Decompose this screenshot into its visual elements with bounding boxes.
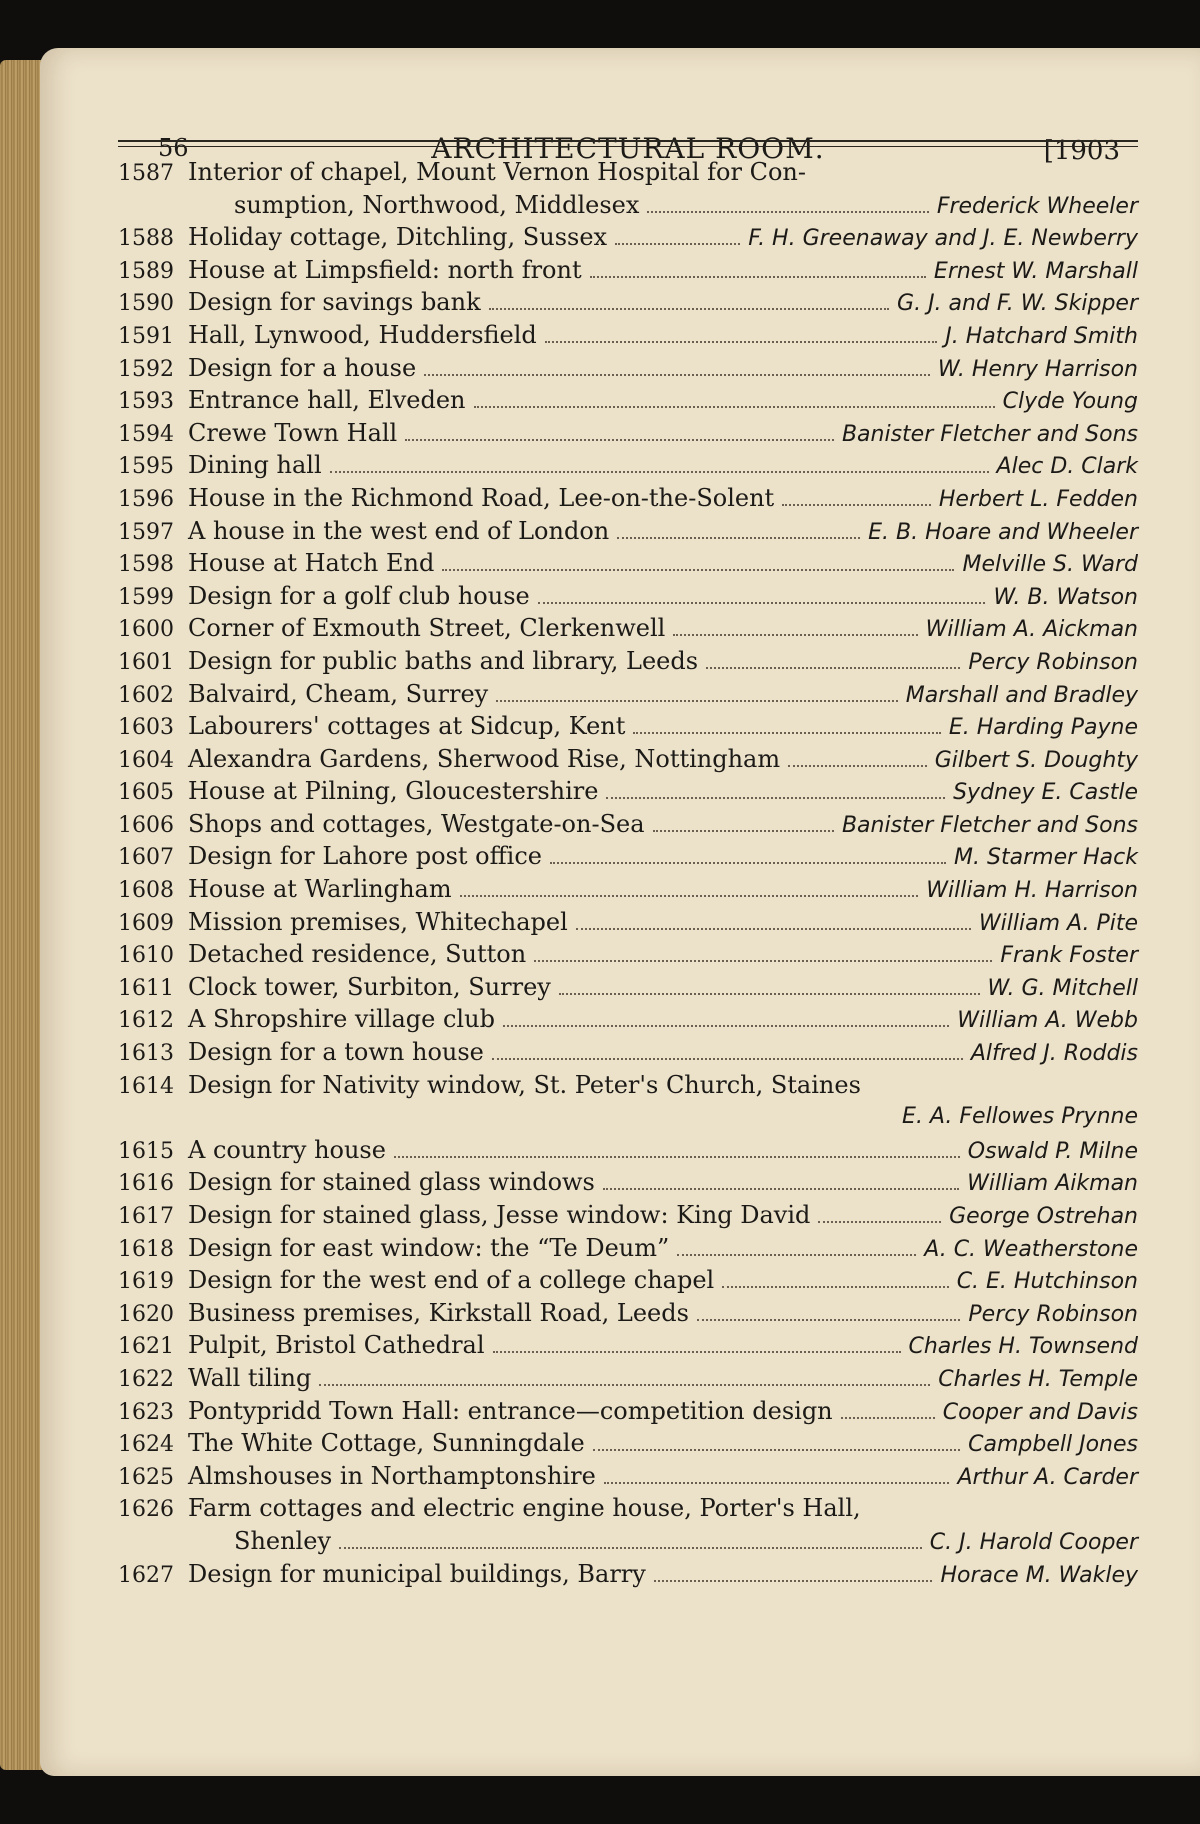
entry-title: Detached residence, Sutton bbox=[188, 940, 527, 969]
entry-number: 1593 bbox=[118, 389, 174, 415]
entry-number: 1596 bbox=[118, 486, 174, 512]
entry-architect: Percy Robinson bbox=[968, 1301, 1138, 1327]
entry-number: 1597 bbox=[118, 519, 174, 545]
entry-architect: Oswald P. Milne bbox=[967, 1138, 1138, 1164]
catalogue-entry bbox=[118, 221, 1138, 254]
dot-leader bbox=[788, 765, 927, 767]
entry-title: Alexandra Gardens, Sherwood Rise, Nottingham bbox=[188, 744, 781, 773]
entry-architect: Banister Fletcher and Sons bbox=[841, 421, 1138, 447]
dot-leader bbox=[550, 862, 946, 864]
entry-number: 1620 bbox=[118, 1301, 174, 1327]
entry-title: Farm cottages and electric engine house, Porter's Hall, bbox=[188, 1494, 861, 1523]
entry-architect: Alfred J. Roddis bbox=[970, 1041, 1138, 1067]
catalogue-entry bbox=[118, 1232, 1138, 1265]
entry-architect: F. H. Greenaway and J. E. Newberry bbox=[748, 226, 1138, 252]
entry-architect: Clyde Young bbox=[1002, 389, 1138, 415]
dot-leader bbox=[492, 1058, 963, 1060]
entry-number: 1603 bbox=[118, 715, 174, 741]
dot-leader bbox=[633, 732, 940, 734]
entry-title: Holiday cottage, Ditchling, Sussex bbox=[188, 223, 608, 252]
dot-leader bbox=[606, 797, 945, 799]
header-rule-thin bbox=[118, 146, 1138, 147]
entry-number: 1608 bbox=[118, 878, 174, 904]
dot-leader bbox=[489, 308, 889, 310]
catalogue-entries bbox=[118, 156, 1138, 1590]
entry-title: Labourers' cottages at Sidcup, Kent bbox=[188, 712, 626, 741]
entry-title: Wall tiling bbox=[188, 1363, 312, 1392]
entry-title: Design for a town house bbox=[188, 1038, 484, 1067]
entry-title: A house in the west end of London bbox=[188, 516, 610, 545]
entry-title: A country house bbox=[188, 1135, 386, 1164]
entry-architect: Frederick Wheeler bbox=[936, 193, 1138, 219]
entry-title: Business premises, Kirkstall Road, Leeds bbox=[188, 1298, 689, 1327]
entry-title: House at Pilning, Gloucestershire bbox=[188, 777, 599, 806]
entry-title: Design for public baths and library, Leeds bbox=[188, 646, 699, 675]
entry-number: 1610 bbox=[118, 943, 174, 969]
entry-title: The White Cottage, Sunningdale bbox=[188, 1429, 585, 1458]
catalogue-entry bbox=[118, 1134, 1138, 1167]
entry-title: Mission premises, Whitechapel bbox=[188, 907, 568, 936]
catalogue-entry bbox=[118, 156, 1138, 221]
dot-leader bbox=[545, 341, 937, 343]
catalogue-entry bbox=[118, 808, 1138, 841]
entry-title: Design for Nativity window, St. Peter's Church, Staines bbox=[188, 1070, 861, 1099]
entry-architect: Percy Robinson bbox=[968, 649, 1138, 675]
catalogue-entry bbox=[118, 1264, 1138, 1297]
catalogue-entry bbox=[118, 678, 1138, 711]
entry-title: Design for Lahore post office bbox=[188, 842, 542, 871]
dot-leader bbox=[673, 634, 917, 636]
entry-architect: William A. Pite bbox=[978, 910, 1138, 936]
entry-number: 1621 bbox=[118, 1334, 174, 1360]
dot-leader bbox=[841, 1417, 935, 1419]
entry-architect: Cooper and Davis bbox=[942, 1399, 1138, 1425]
entry-title: Pontypridd Town Hall: entrance—competition design bbox=[188, 1396, 833, 1425]
catalogue-entry bbox=[118, 971, 1138, 1004]
entry-architect: Ernest W. Marshall bbox=[933, 258, 1138, 284]
dot-leader bbox=[722, 1286, 948, 1288]
catalogue-entry bbox=[118, 612, 1138, 645]
entry-number: 1590 bbox=[118, 291, 174, 317]
entry-architect: Frank Foster bbox=[1000, 943, 1138, 969]
entry-architect: William Aikman bbox=[967, 1171, 1138, 1197]
entry-architect: William A. Webb bbox=[957, 1008, 1138, 1034]
page-header bbox=[118, 90, 1138, 166]
entry-title: Clock tower, Surbiton, Surrey bbox=[188, 972, 551, 1001]
dot-leader bbox=[474, 406, 995, 408]
entry-number: 1622 bbox=[118, 1366, 174, 1392]
entry-number: 1598 bbox=[118, 552, 174, 578]
catalogue-entry bbox=[118, 1329, 1138, 1362]
entry-architect: William H. Harrison bbox=[926, 878, 1138, 904]
entry-title: Entrance hall, Elveden bbox=[188, 386, 466, 415]
dot-leader bbox=[617, 537, 860, 539]
entry-number: 1594 bbox=[118, 421, 174, 447]
entry-architect: Gilbert S. Doughty bbox=[934, 747, 1138, 773]
entry-title: Design for savings bank bbox=[188, 288, 481, 317]
entry-title: Design for east window: the “Te Deum” bbox=[188, 1233, 670, 1262]
entry-number: 1587 bbox=[118, 161, 174, 186]
entry-architect: Campbell Jones bbox=[968, 1432, 1138, 1458]
dot-leader bbox=[603, 1188, 959, 1190]
entry-title: House at Limpsfield: north front bbox=[188, 255, 582, 284]
entry-architect: E. Harding Payne bbox=[948, 715, 1138, 741]
dot-leader bbox=[424, 374, 930, 376]
dot-leader bbox=[394, 1156, 960, 1158]
catalogue-entry bbox=[118, 352, 1138, 385]
entry-title: Design for a golf club house bbox=[188, 581, 530, 610]
entry-architect: William A. Aickman bbox=[925, 617, 1138, 643]
catalogue-entry bbox=[118, 1199, 1138, 1232]
catalogue-entry bbox=[118, 645, 1138, 678]
entry-architect: Banister Fletcher and Sons bbox=[841, 812, 1138, 838]
entry-number: 1626 bbox=[118, 1497, 174, 1523]
entry-architect: J. Hatchard Smith bbox=[945, 323, 1138, 349]
entry-number: 1601 bbox=[118, 649, 174, 675]
dot-leader bbox=[538, 602, 986, 604]
header-year: [1903 bbox=[1043, 136, 1120, 166]
entry-architect: E. B. Hoare and Wheeler bbox=[868, 519, 1138, 545]
dot-leader bbox=[604, 1482, 950, 1484]
catalogue-entry bbox=[118, 1460, 1138, 1493]
catalogue-entry bbox=[118, 1492, 1138, 1557]
entry-title: Corner of Exmouth Street, Clerkenwell bbox=[188, 614, 666, 643]
dot-leader bbox=[493, 1351, 901, 1353]
entry-number: 1589 bbox=[118, 258, 174, 284]
entry-architect: Alec D. Clark bbox=[996, 454, 1138, 480]
catalogue-entry bbox=[118, 254, 1138, 287]
dot-leader bbox=[590, 276, 926, 278]
entry-number: 1624 bbox=[118, 1432, 174, 1458]
entry-number: 1614 bbox=[118, 1073, 174, 1099]
entry-title-continued: sumption, Northwood, Middlesex bbox=[234, 190, 640, 219]
dot-leader bbox=[818, 1221, 941, 1223]
entry-architect: C. J. Harold Cooper bbox=[929, 1529, 1138, 1555]
dot-leader bbox=[405, 439, 834, 441]
entry-number: 1613 bbox=[118, 1041, 174, 1067]
dot-leader bbox=[677, 1254, 916, 1256]
entry-number: 1612 bbox=[118, 1008, 174, 1034]
entry-number: 1602 bbox=[118, 682, 174, 708]
entry-title: Dining hall bbox=[188, 451, 322, 480]
entry-title: Design for stained glass, Jesse window: King David bbox=[188, 1201, 811, 1229]
entry-title: Almshouses in Northamptonshire bbox=[188, 1461, 596, 1490]
catalogue-entry bbox=[118, 1166, 1138, 1199]
catalogue-entry bbox=[118, 906, 1138, 939]
entry-title: House at Hatch End bbox=[188, 549, 435, 578]
entry-number: 1591 bbox=[118, 323, 174, 349]
catalogue-entry bbox=[118, 319, 1138, 352]
catalogue-entry bbox=[118, 1036, 1138, 1069]
dot-leader bbox=[615, 243, 740, 245]
entry-title: Crewe Town Hall bbox=[188, 418, 398, 447]
running-title: ARCHITECTURAL ROOM. bbox=[431, 132, 825, 165]
catalogue-entry bbox=[118, 1297, 1138, 1330]
catalogue-entry bbox=[118, 710, 1138, 743]
entry-title: Design for municipal buildings, Barry bbox=[188, 1559, 646, 1588]
dot-leader bbox=[647, 211, 928, 213]
catalogue-entry bbox=[118, 873, 1138, 906]
dot-leader bbox=[496, 700, 898, 702]
page-number: 56 bbox=[158, 134, 189, 162]
catalogue-entry bbox=[118, 1395, 1138, 1428]
entry-number: 1615 bbox=[118, 1138, 174, 1164]
dot-leader bbox=[593, 1449, 960, 1451]
entry-title: Design for the west end of a college chapel bbox=[188, 1266, 715, 1295]
dot-leader bbox=[706, 667, 960, 669]
catalogue-entry bbox=[118, 384, 1138, 417]
dot-leader bbox=[697, 1319, 960, 1321]
entry-title: Design for stained glass windows bbox=[188, 1168, 595, 1197]
entry-number: 1606 bbox=[118, 812, 174, 838]
dot-leader bbox=[653, 830, 834, 832]
catalogue-entry bbox=[118, 1427, 1138, 1460]
dot-leader bbox=[330, 471, 989, 473]
catalogue-entry bbox=[118, 840, 1138, 873]
entry-architect: Arthur A. Carder bbox=[957, 1464, 1138, 1490]
catalogue-entry bbox=[118, 743, 1138, 776]
entry-number: 1595 bbox=[118, 454, 174, 480]
entry-number: 1609 bbox=[118, 910, 174, 936]
catalogue-entry bbox=[118, 580, 1138, 613]
entry-number: 1605 bbox=[118, 780, 174, 806]
entry-architect: Herbert L. Fedden bbox=[938, 486, 1138, 512]
entry-number: 1618 bbox=[118, 1236, 174, 1262]
entry-number: 1611 bbox=[118, 975, 174, 1001]
dot-leader bbox=[576, 928, 971, 930]
entry-title: House in the Richmond Road, Lee-on-the-Solent bbox=[188, 483, 775, 512]
entry-number: 1600 bbox=[118, 617, 174, 643]
header-rule bbox=[118, 140, 1138, 142]
entry-number: 1616 bbox=[118, 1171, 174, 1197]
catalogue-entry bbox=[118, 417, 1138, 450]
entry-title: A Shropshire village club bbox=[188, 1005, 495, 1034]
dot-leader bbox=[534, 960, 992, 962]
entry-architect: E. A. Fellowes Prynne bbox=[902, 1104, 1138, 1130]
entry-architect: Melville S. Ward bbox=[962, 552, 1138, 578]
entry-number: 1607 bbox=[118, 845, 174, 871]
entry-architect: W. B. Watson bbox=[993, 584, 1138, 610]
entry-architect: W. Henry Harrison bbox=[937, 356, 1138, 382]
entry-number: 1588 bbox=[118, 226, 174, 252]
entry-architect: W. G. Mitchell bbox=[987, 975, 1138, 1001]
entry-title: Pulpit, Bristol Cathedral bbox=[188, 1331, 485, 1360]
catalogue-entry bbox=[118, 286, 1138, 319]
entry-architect: C. E. Hutchinson bbox=[956, 1269, 1138, 1295]
dot-leader bbox=[319, 1384, 930, 1386]
entry-number: 1623 bbox=[118, 1399, 174, 1425]
catalogue-entry bbox=[118, 547, 1138, 580]
entry-title: Design for a house bbox=[188, 353, 417, 382]
entry-architect: G. J. and F. W. Skipper bbox=[897, 291, 1138, 317]
page-edges bbox=[0, 60, 44, 1770]
entry-architect: Sydney E. Castle bbox=[953, 780, 1138, 806]
entry-number: 1599 bbox=[118, 584, 174, 610]
entry-title: Interior of chapel, Mount Vernon Hospital for Con- bbox=[188, 158, 806, 186]
catalogue-entry bbox=[118, 515, 1138, 548]
catalogue-entry bbox=[118, 1362, 1138, 1395]
entry-title: Balvaird, Cheam, Surrey bbox=[188, 679, 489, 708]
entry-number: 1617 bbox=[118, 1204, 174, 1229]
dot-leader bbox=[782, 504, 931, 506]
entry-architect: Charles H. Townsend bbox=[908, 1334, 1138, 1360]
catalogue-entry bbox=[118, 1558, 1138, 1591]
catalogue-entry bbox=[118, 449, 1138, 482]
entry-title: Hall, Lynwood, Huddersfield bbox=[188, 320, 537, 349]
entry-architect: M. Starmer Hack bbox=[954, 845, 1138, 871]
entry-title-continued: Shenley bbox=[234, 1526, 331, 1555]
entry-number: 1627 bbox=[118, 1562, 174, 1588]
catalogue-entry bbox=[118, 1003, 1138, 1036]
catalogue-entry bbox=[118, 1069, 1138, 1134]
entry-number: 1604 bbox=[118, 747, 174, 773]
catalogue-entry bbox=[118, 775, 1138, 808]
entry-title: Shops and cottages, Westgate-on-Sea bbox=[188, 809, 645, 838]
entry-architect: A. C. Weatherstone bbox=[924, 1236, 1138, 1262]
catalogue-entry bbox=[118, 938, 1138, 971]
entry-architect: Horace M. Wakley bbox=[940, 1562, 1138, 1588]
entry-number: 1619 bbox=[118, 1269, 174, 1295]
entry-architect: Marshall and Bradley bbox=[905, 682, 1138, 708]
dot-leader bbox=[339, 1547, 922, 1549]
entry-architect: Charles H. Temple bbox=[938, 1366, 1138, 1392]
catalogue-entry bbox=[118, 482, 1138, 515]
dot-leader bbox=[503, 1025, 949, 1027]
dot-leader bbox=[460, 895, 919, 897]
entry-number: 1625 bbox=[118, 1464, 174, 1490]
entry-title: House at Warlingham bbox=[188, 875, 452, 904]
dot-leader bbox=[559, 993, 980, 995]
entry-architect: George Ostrehan bbox=[949, 1204, 1138, 1229]
entry-number: 1592 bbox=[118, 356, 174, 382]
dot-leader bbox=[442, 569, 954, 571]
dot-leader bbox=[654, 1580, 933, 1582]
